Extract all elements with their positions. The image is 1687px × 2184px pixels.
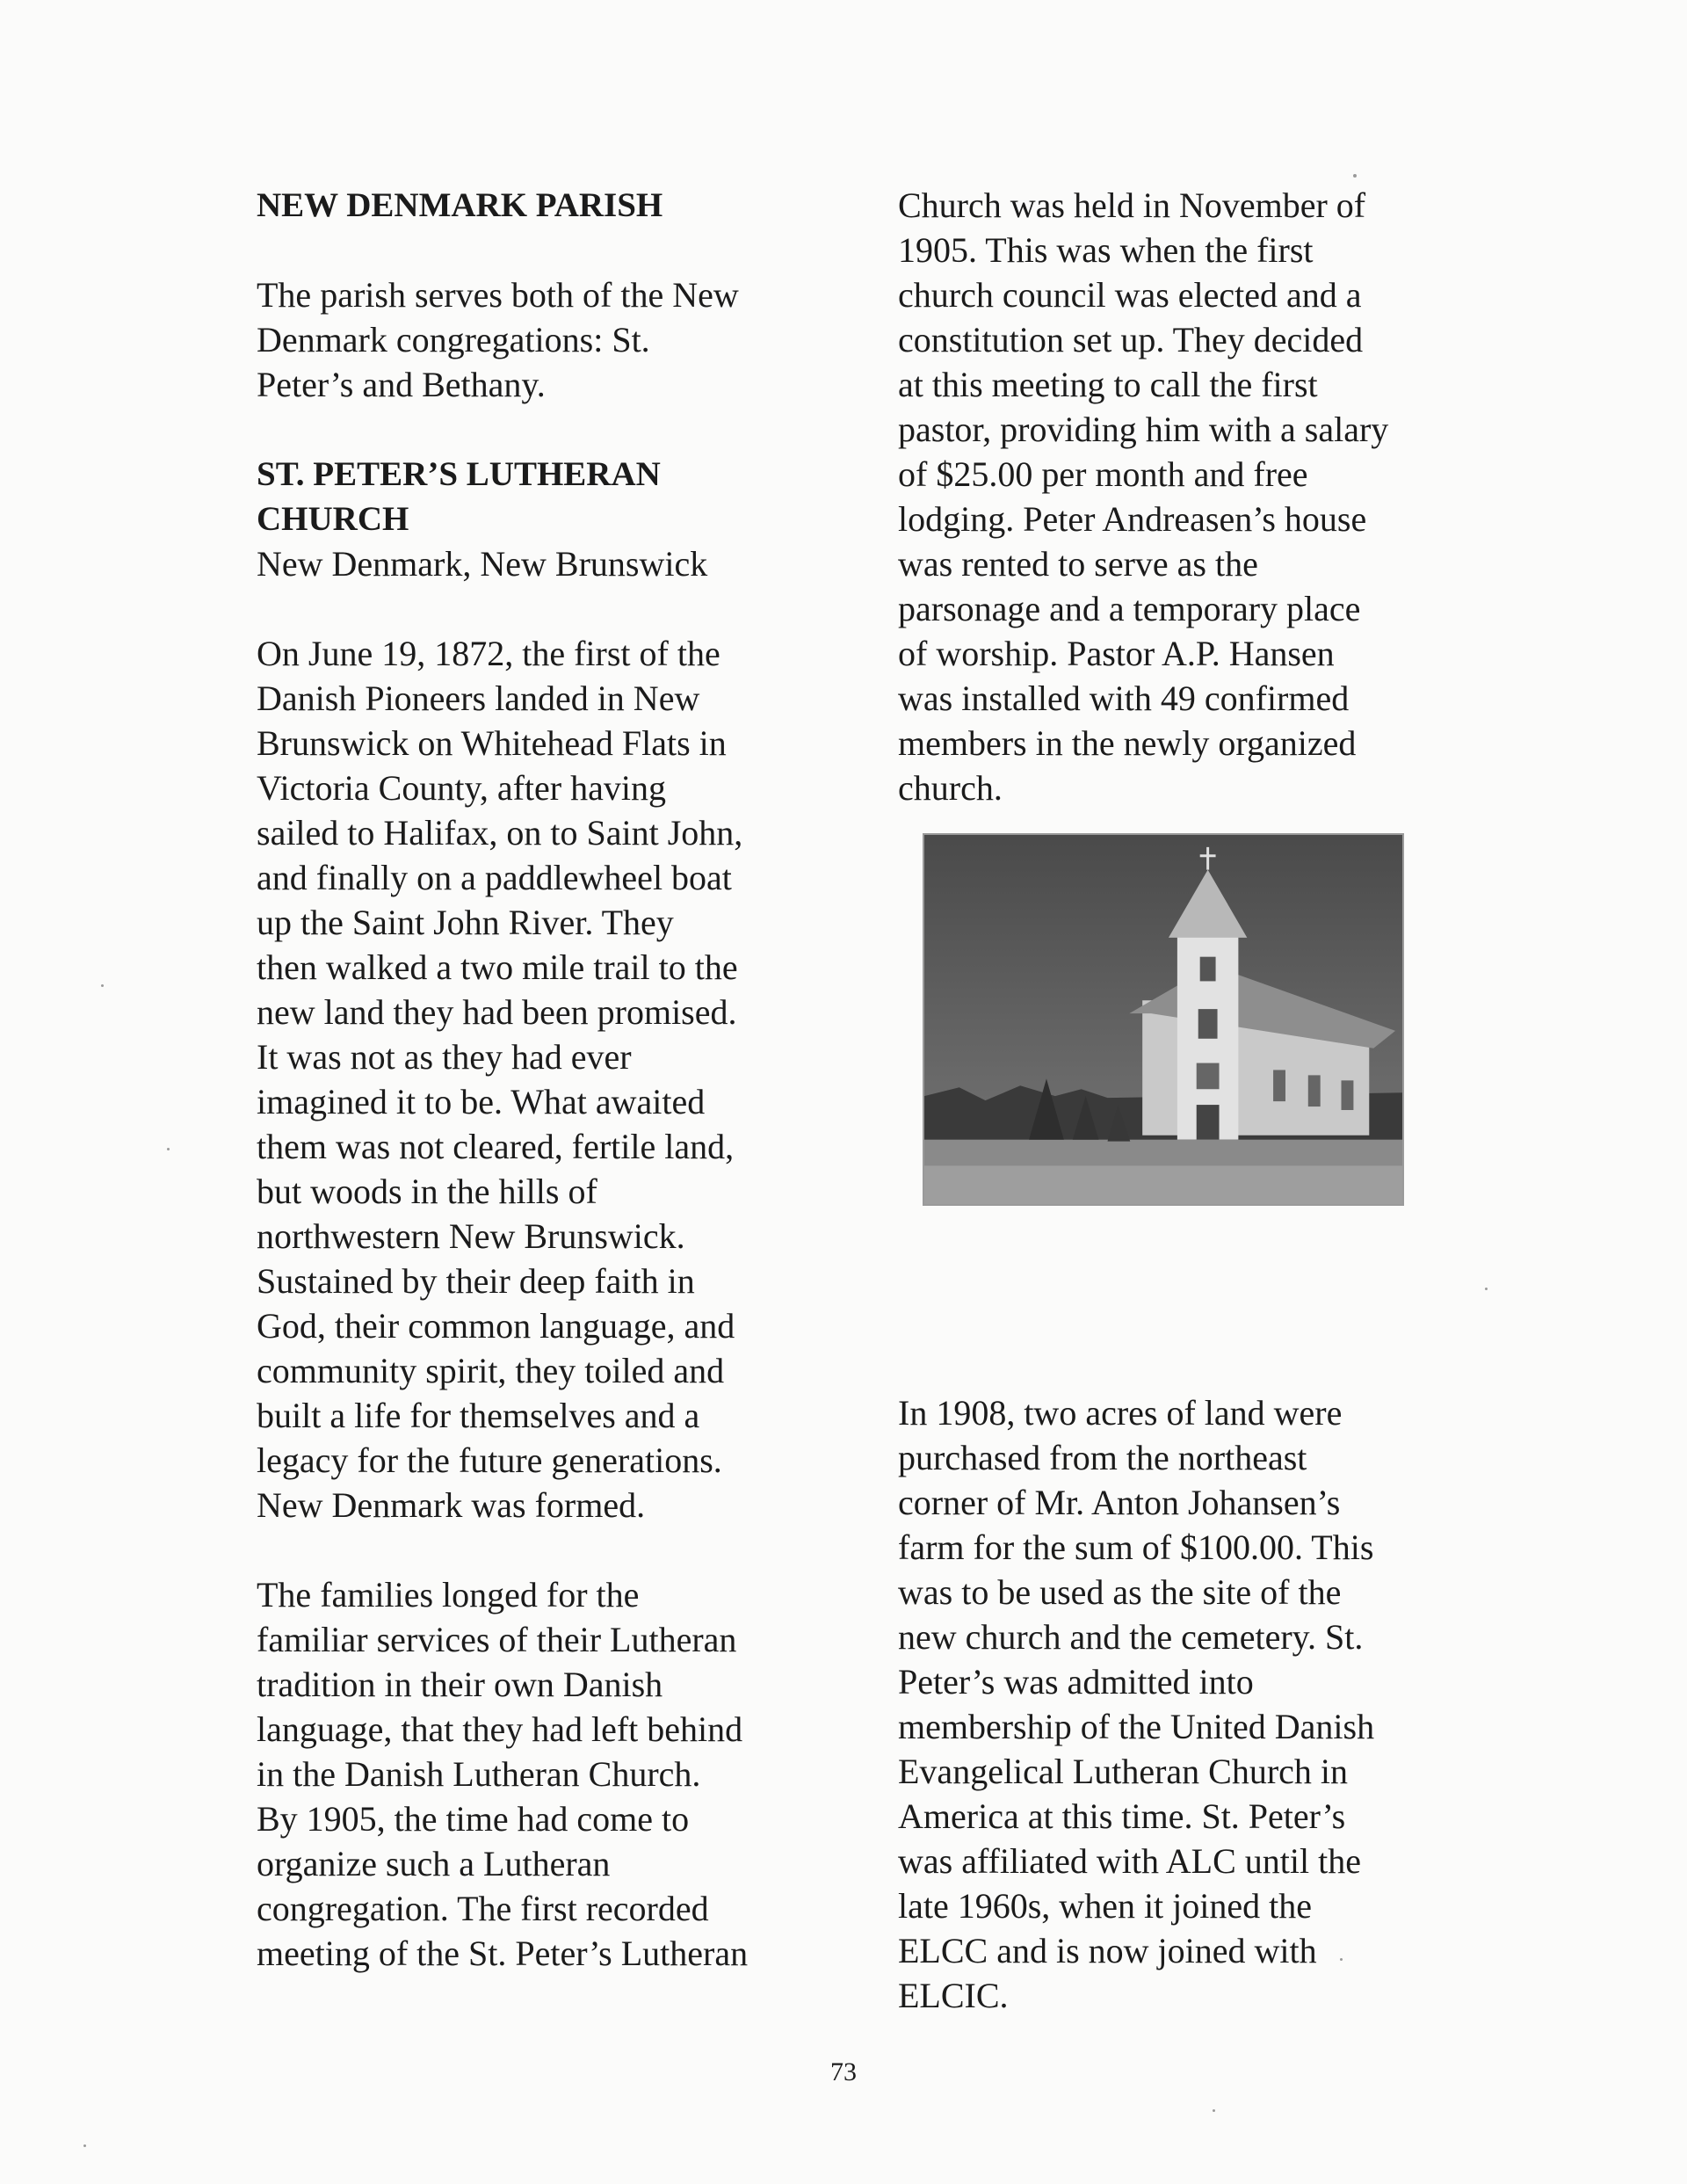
church-heading [257, 452, 819, 541]
text-line: built a life for themselves and a [257, 1396, 700, 1435]
history-paragraph-2 [257, 1572, 819, 1976]
text-line: new church and the cemetery. St. [898, 1617, 1364, 1657]
scan-speck [1353, 174, 1357, 178]
text-line: It was not as they had ever [257, 1037, 632, 1077]
text-line: late 1960s, when it joined the [898, 1886, 1313, 1926]
history-paragraph-1 [257, 631, 819, 1527]
text-line: Sustained by their deep faith in [257, 1261, 695, 1301]
parish-heading: NEW DENMARK PARISH [257, 186, 663, 224]
text-line: was affiliated with ALC until the [898, 1841, 1361, 1881]
text-line: meeting of the St. Peter’s Lutheran [257, 1934, 749, 1973]
text-line: at this meeting to call the first [898, 365, 1318, 404]
text-line: church. [898, 768, 1003, 808]
text-line: sailed to Halifax, on to Saint John, [257, 813, 743, 853]
text-line: 1905. This was when the first [898, 230, 1314, 270]
text-line: On June 19, 1872, the first of the [257, 634, 720, 673]
text-line: Peter’s and Bethany. [257, 365, 546, 404]
text-line: purchased from the northeast [898, 1438, 1307, 1477]
page-number: 73 [830, 2057, 857, 2086]
scan-speck [101, 984, 104, 987]
church-location: New Denmark, New Brunswick [257, 544, 708, 584]
text-line: Brunswick on Whitehead Flats in [257, 723, 727, 763]
text-line: New Denmark was formed. [257, 1485, 646, 1525]
text-line: new land they had been promised. [257, 992, 737, 1032]
text-line: The parish serves both of the New [257, 275, 739, 315]
text-line: of worship. Pastor A.P. Hansen [898, 634, 1335, 673]
text-line: Danish Pioneers landed in New [257, 678, 700, 718]
text-line: then walked a two mile trail to the [257, 947, 738, 987]
text-line: familiar services of their Lutheran [257, 1620, 737, 1659]
text-line: Evangelical Lutheran Church in [898, 1752, 1349, 1791]
text-line: ELCC and is now joined with [898, 1931, 1317, 1970]
text-line: lodging. Peter Andreasen’s house [898, 499, 1367, 539]
text-line: Church was held in November of [898, 185, 1366, 225]
text-line: members in the newly organized [898, 723, 1357, 763]
text-line: America at this time. St. Peter’s [898, 1796, 1346, 1836]
text-line: In 1908, two acres of land were [898, 1393, 1343, 1433]
text-line: legacy for the future generations. [257, 1440, 722, 1480]
text-line: pastor, providing him with a salary [898, 410, 1389, 449]
left-column [257, 183, 819, 1976]
heading-line: CHURCH [257, 500, 409, 538]
text-line: community spirit, they toiled and [257, 1351, 725, 1390]
text-line: Victoria County, after having [257, 768, 666, 808]
scan-speck [83, 2144, 86, 2147]
text-line: imagined it to be. What awaited [257, 1082, 706, 1121]
text-line: organize such a Lutheran [257, 1844, 611, 1883]
text-line: Peter’s was admitted into [898, 1662, 1254, 1701]
text-line: up the Saint John River. They [257, 903, 674, 942]
text-line: in the Danish Lutheran Church. [257, 1754, 701, 1794]
text-line: northwestern New Brunswick. [257, 1216, 685, 1256]
text-line: language, that they had left behind [257, 1709, 743, 1749]
text-line: Denmark congregations: St. [257, 320, 650, 359]
church-photo [923, 833, 1404, 1206]
history-paragraph-4 [898, 1390, 1460, 2018]
text-line: tradition in their own Danish [257, 1665, 663, 1704]
church-illustration [924, 835, 1402, 1204]
history-paragraph-3 [898, 183, 1460, 810]
text-line: of $25.00 per month and free [898, 454, 1308, 494]
text-line: and finally on a paddlewheel boat [257, 858, 732, 897]
text-line: God, their common language, and [257, 1306, 735, 1346]
text-line: farm for the sum of $100.00. This [898, 1527, 1374, 1567]
scan-speck [167, 1148, 170, 1150]
scan-speck [1340, 1958, 1343, 1961]
text-line: parsonage and a temporary place [898, 589, 1361, 628]
text-line: membership of the United Danish [898, 1707, 1375, 1746]
text-line: but woods in the hills of [257, 1172, 597, 1211]
scan-speck [1485, 1288, 1488, 1290]
text-line: was installed with 49 confirmed [898, 678, 1350, 718]
parish-intro-paragraph [257, 272, 819, 407]
text-line: corner of Mr. Anton Johansen’s [898, 1483, 1341, 1522]
text-line: was rented to serve as the [898, 544, 1258, 584]
text-line: constitution set up. They decided [898, 320, 1364, 359]
text-line: ELCIC. [898, 1976, 1009, 2015]
scan-speck [1213, 2109, 1215, 2112]
heading-line: ST. PETER’S LUTHERAN [257, 455, 661, 493]
text-line: them was not cleared, fertile land, [257, 1127, 735, 1166]
text-line: was to be used as the site of the [898, 1572, 1342, 1612]
text-line: The families longed for the [257, 1575, 640, 1614]
text-line: congregation. The first recorded [257, 1889, 709, 1928]
text-line: By 1905, the time had come to [257, 1799, 690, 1839]
text-line: church council was elected and a [898, 275, 1362, 315]
